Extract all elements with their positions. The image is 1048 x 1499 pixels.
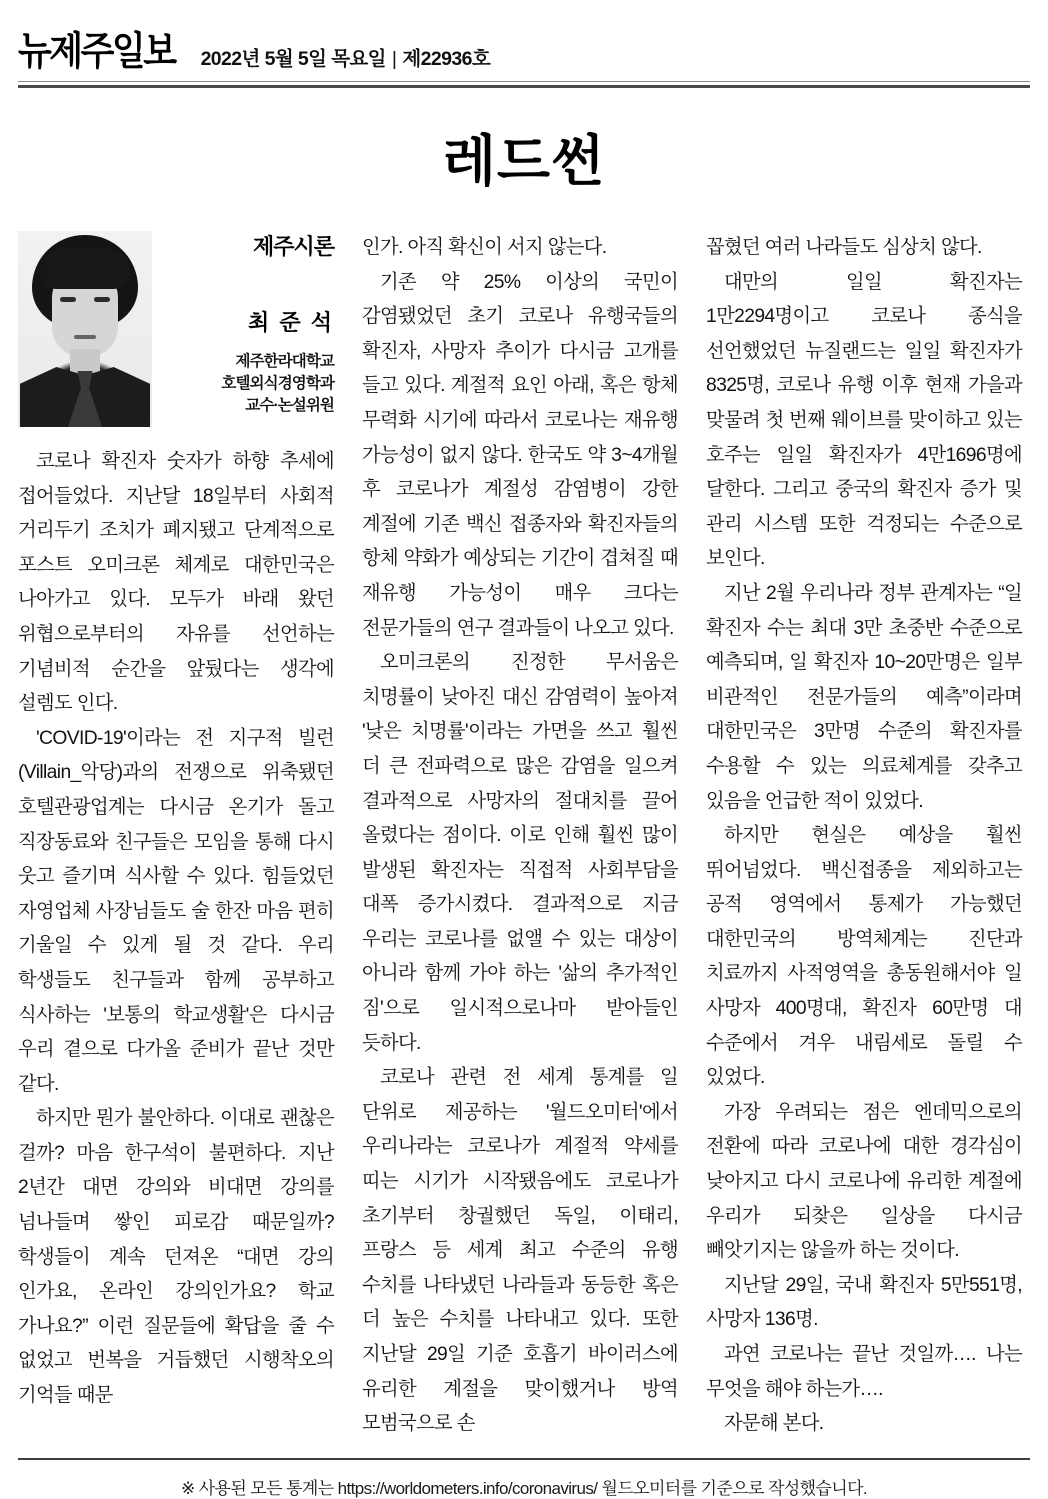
portrait-fringe — [40, 247, 130, 289]
paragraph: 오미크론의 진정한 무서움은 치명률이 낮아진 대신 감염력이 높아져 '낮은 치명률'이라는 가면을 쓰고 훨씬 더 큰 전파력으로 많은 감염을 일으켜 결과적으로 사망자의 절대치를 끌어 올렸다는 점이다. 이로 인해 훨씬 많이 발생된 확진자는 직접적 사회부담을 대폭 증가시켰다. 결과적으로 지금 우리는 코로나를 없앨 수 있는 대상이 아니라 함께 가야 하는 '삶의 추가적인 짐'으로 일시적으로나마 받아들인 듯하다. — [362, 652, 678, 1054]
paragraph: 과연 코로나는 끝난 것일까…. 나는 무엇을 해야 하는가…. — [706, 1344, 1022, 1400]
author-portrait-photo — [18, 231, 152, 427]
author-affiliation-line-2: 호텔외식경영학과 — [221, 375, 334, 393]
issue-number: 제22936호 — [402, 48, 491, 70]
portrait-eye-right — [94, 297, 110, 302]
article-columns — [18, 231, 1030, 1442]
article-column-2 — [362, 231, 678, 1442]
headline-area — [18, 88, 1030, 231]
source-note: ※ 사용된 모든 통계는 https://worldometers.info/coronavirus/ 월드오미터를 기준으로 작성했습니다. — [180, 1478, 868, 1498]
paragraph: 꼽혔던 여러 나라들도 심상치 않다. — [706, 237, 982, 258]
paragraph: 'COVID-19'이라는 전 지구적 빌런(Villain_악당)과의 전쟁으로 위축됐던 호텔관광업계는 다시금 온기가 돌고 직장동료와 친구들은 모임을 통해 다시 웃고 즐기며 식사할 수 있다. 힘들었던 자영업체 사장님들도 술 한잔 마음 편히 기울일 수 있게 될 것 같다. 우리 학생들도 친구들과 함께 공부하고 식사하는 '보통의 학교생활'은 다시금 우리 곁으로 다가올 준비가 끝난 것만 같다. — [18, 727, 334, 1095]
byline-block — [18, 231, 334, 427]
newspaper-logo: 뉴제주일보 — [18, 29, 175, 74]
paragraph: 가장 우려되는 점은 엔데믹으로의 전환에 따라 코로나에 대한 경각심이 낮아지고 다시 코로나에 유리한 계절에 우리가 되찾은 일상을 다시금 빼앗기지는 않을까 하는 것이다. — [706, 1101, 1022, 1262]
paragraph: 코로나 관련 전 세계 통계를 일 단위로 제공하는 '월드오미터'에서 우리나라는 코로나가 계절적 약세를 띠는 시기가 시작됐음에도 코로나가 초기부터 창궐했던 독일, 이태리, 프랑스 등 세계 최고 수준의 유행 수치를 나타냈던 나라들과 동등한 혹은 더 높은 수치를 나타내고 있다. 또한 지난달 29일 기준 호흡기 바이러스에 유리한 계절을 맞이했거나 방역 모범국으로 손 — [362, 1067, 678, 1435]
masthead-rule-thin — [18, 81, 1030, 82]
author-name: 최 준 석 — [248, 310, 334, 336]
author-affiliation — [162, 351, 334, 417]
paragraph: 대만의 일일 확진자는 1만2294명이고 코로나 종식을 선언했었던 뉴질랜드는 일일 확진자가 8325명, 코로나 유행 이후 현재 가을과 맞물려 첫 번째 웨이브를 맞이하고 있는 호주는 일일 확진자가 4만1696명에 달한다. 그리고 중국의 확진자 증가 및 관리 시스템 또한 걱정되는 수준으로 보인다. — [706, 271, 1022, 570]
column-kicker: 제주시론 — [252, 234, 334, 259]
paragraph: 지난 2월 우리나라 정부 관계자는 “일 확진자 수는 최대 3만 초중반 수준으로 예측되며, 일 확진자 10~20만명은 일부 비관적인 전문가들의 예측”이라며 대한민국은 3만명 수준의 확진자를 수용할 수 있는 의료체계를 갖추고 있음을 언급한 적이 있었다. — [706, 582, 1022, 812]
paragraph: 하지만 현실은 예상을 훨씬 뛰어넘었다. 백신접종을 제외하고는 공적 영역에서 통제가 가능했던 대한민국의 방역체계는 진단과 치료까지 사적영역을 총동원해서야 일 사망자 400명대, 확진자 60만명 대 수준에서 겨우 내림세로 돌릴 수 있었다. — [706, 825, 1022, 1089]
paragraph: 기존 약 25% 이상의 국민이 감염됐었던 초기 코로나 유행국들의 확진자, 사망자 추이가 다시금 고개를 들고 있다. 계절적 요인 아래, 혹은 항체 무력화 시기에 따라서 코로나는 재유행 가능성이 없지 않다. 한국도 약 3~4개월 후 코로나가 계절성 감염병이 강한 계절에 기존 백신 접종자와 확진자들의 항체 약화가 예상되는 기간이 겹쳐질 때 재유행 가능성이 매우 크다는 전문가들의 연구 결과들이 나오고 있다. — [362, 271, 678, 639]
paragraph: 하지만 뭔가 불안하다. 이대로 괜찮은 걸까? 마음 한구석이 불편하다. 지난 2년간 대면 강의와 비대면 강의를 넘나들며 쌓인 피로감 때문일까? 학생들이 계속 던져온 “대면 강의 인가요, 온라인 강의인가요? 학교 가나요?” 이런 질문들에 확답을 줄 수 없었고 번복을 거듭했던 시행착오의 기억들 때문 — [18, 1108, 334, 1407]
paragraph: 코로나 확진자 숫자가 하향 추세에 접어들었다. 지난달 18일부터 사회적 거리두기 조치가 폐지됐고 단계적으로 포스트 오미크론 체계로 대한민국은 나아가고 있다. 모두가 바래 왔던 위협으로부터의 자유를 선언하는 기념비적 순간을 앞뒀다는 생각에 설렘도 인다. — [18, 451, 334, 715]
publication-date: 2022년 5월 5일 목요일 — [200, 48, 386, 70]
author-affiliation-line-3: 교수·논설위원 — [245, 397, 334, 415]
paragraph: 인가. 아직 확신이 서지 않는다. — [362, 237, 607, 258]
article-headline: 레드썬 — [442, 131, 606, 192]
paragraph: 자문해 본다. — [724, 1413, 824, 1435]
dateline-separator: | — [391, 48, 397, 70]
author-affiliation-line-1: 제주한라대학교 — [235, 353, 334, 371]
article-column-3 — [706, 231, 1022, 1442]
portrait-eye-left — [60, 297, 76, 302]
byline-text-block — [162, 231, 334, 417]
masthead — [18, 0, 1030, 81]
portrait-mouth — [74, 335, 96, 339]
paragraph: 지난달 29일, 국내 확진자 5만551명, 사망자 136명. — [706, 1274, 1022, 1331]
article-column-1 — [18, 231, 334, 1414]
masthead-dateline — [201, 43, 491, 71]
